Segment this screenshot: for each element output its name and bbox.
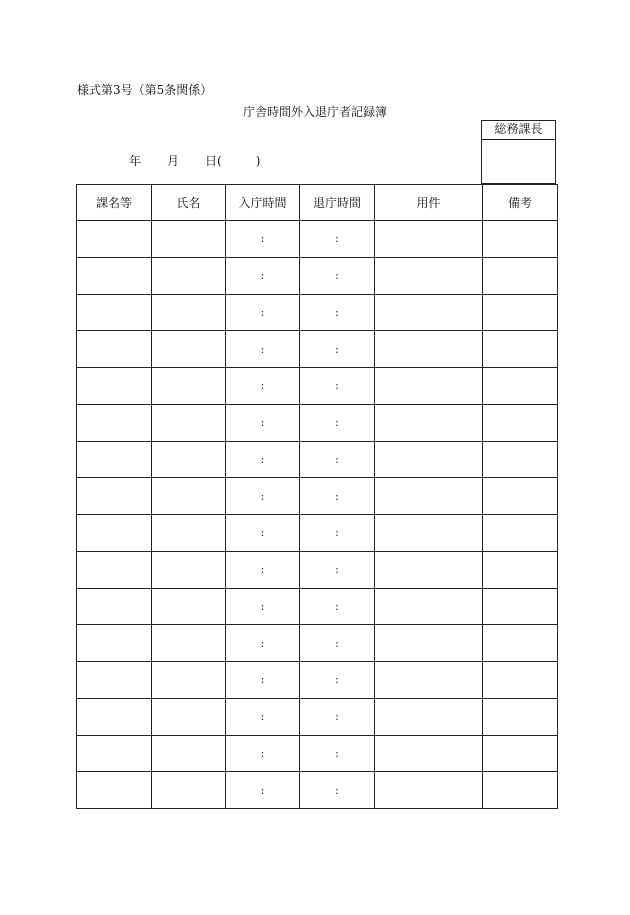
exit-time-cell[interactable]: : <box>300 735 375 772</box>
entry-time-cell[interactable]: : <box>226 551 300 588</box>
purpose-cell[interactable] <box>375 221 483 258</box>
exit-time-cell[interactable]: : <box>300 478 375 515</box>
remarks-cell[interactable] <box>483 698 558 735</box>
table-row <box>77 368 558 405</box>
entry-time-cell[interactable]: : <box>226 515 300 552</box>
purpose-cell[interactable] <box>375 294 483 331</box>
approval-stamp-field[interactable] <box>482 140 555 185</box>
purpose-cell[interactable] <box>375 735 483 772</box>
form-number: 様式第3号（第5条関係） <box>77 83 213 97</box>
purpose-cell[interactable] <box>375 698 483 735</box>
exit-time-cell[interactable]: : <box>300 221 375 258</box>
remarks-cell[interactable] <box>483 588 558 625</box>
remarks-cell[interactable] <box>483 551 558 588</box>
remarks-cell[interactable] <box>483 221 558 258</box>
entry-time-cell[interactable]: : <box>226 662 300 699</box>
name-cell[interactable] <box>152 441 226 478</box>
approval-label: 総務課長 <box>482 121 555 140</box>
name-cell[interactable] <box>152 257 226 294</box>
exit-time-cell[interactable]: : <box>300 368 375 405</box>
exit-time-cell[interactable]: : <box>300 331 375 368</box>
dept-cell[interactable] <box>77 478 152 515</box>
date-weekday-close: ) <box>255 154 261 168</box>
dept-cell[interactable] <box>77 294 152 331</box>
dept-cell[interactable] <box>77 221 152 258</box>
name-cell[interactable] <box>152 588 226 625</box>
remarks-cell[interactable] <box>483 331 558 368</box>
name-cell[interactable] <box>152 515 226 552</box>
date-day-label: 日 <box>205 154 218 168</box>
remarks-cell[interactable] <box>483 625 558 662</box>
entry-time-cell[interactable]: : <box>226 294 300 331</box>
purpose-cell[interactable] <box>375 772 483 809</box>
remarks-cell[interactable] <box>483 294 558 331</box>
exit-time-cell[interactable]: : <box>300 698 375 735</box>
name-cell[interactable] <box>152 662 226 699</box>
purpose-cell[interactable] <box>375 368 483 405</box>
name-cell[interactable] <box>152 368 226 405</box>
approval-box <box>481 120 556 184</box>
dept-cell[interactable] <box>77 404 152 441</box>
purpose-cell[interactable] <box>375 551 483 588</box>
dept-cell[interactable] <box>77 662 152 699</box>
exit-time-cell[interactable]: : <box>300 551 375 588</box>
header-purpose: 用件 <box>375 185 483 221</box>
exit-time-cell[interactable]: : <box>300 662 375 699</box>
exit-time-cell[interactable]: : <box>300 257 375 294</box>
entry-time-cell[interactable]: : <box>226 368 300 405</box>
dept-cell[interactable] <box>77 625 152 662</box>
date-line <box>129 153 260 169</box>
date-month-label: 月 <box>167 154 180 168</box>
entry-time-cell[interactable]: : <box>226 588 300 625</box>
table-row <box>77 221 558 258</box>
table-row <box>77 257 558 294</box>
entry-time-cell[interactable]: : <box>226 478 300 515</box>
entry-time-cell[interactable]: : <box>226 698 300 735</box>
page-title: 庁舎時間外入退庁者記録簿 <box>242 105 387 119</box>
header-exit-time: 退庁時間 <box>300 185 375 221</box>
entry-time-cell[interactable]: : <box>226 404 300 441</box>
purpose-cell[interactable] <box>375 515 483 552</box>
table-row <box>77 662 558 699</box>
purpose-cell[interactable] <box>375 662 483 699</box>
exit-time-cell[interactable]: : <box>300 588 375 625</box>
dept-cell[interactable] <box>77 698 152 735</box>
header-name: 氏名 <box>152 185 226 221</box>
table-row <box>77 588 558 625</box>
dept-cell[interactable] <box>77 257 152 294</box>
name-cell[interactable] <box>152 735 226 772</box>
remarks-cell[interactable] <box>483 662 558 699</box>
name-cell[interactable] <box>152 221 226 258</box>
dept-cell[interactable] <box>77 588 152 625</box>
table-body <box>77 221 558 809</box>
date-year-label: 年 <box>129 154 142 168</box>
dept-cell[interactable] <box>77 441 152 478</box>
table-row <box>77 404 558 441</box>
remarks-cell[interactable] <box>483 368 558 405</box>
exit-time-cell[interactable]: : <box>300 772 375 809</box>
entry-time-cell[interactable]: : <box>226 772 300 809</box>
entry-time-cell[interactable]: : <box>226 441 300 478</box>
purpose-cell[interactable] <box>375 441 483 478</box>
date-weekday-open: ( <box>217 154 222 168</box>
header-remarks: 備考 <box>483 185 558 221</box>
table-row <box>77 698 558 735</box>
name-cell[interactable] <box>152 551 226 588</box>
purpose-cell[interactable] <box>375 404 483 441</box>
purpose-cell[interactable] <box>375 257 483 294</box>
purpose-cell[interactable] <box>375 478 483 515</box>
table-row <box>77 735 558 772</box>
remarks-cell[interactable] <box>483 515 558 552</box>
dept-cell[interactable] <box>77 515 152 552</box>
entry-time-cell[interactable]: : <box>226 331 300 368</box>
remarks-cell[interactable] <box>483 735 558 772</box>
exit-time-cell[interactable]: : <box>300 441 375 478</box>
remarks-cell[interactable] <box>483 257 558 294</box>
remarks-cell[interactable] <box>483 478 558 515</box>
remarks-cell[interactable] <box>483 441 558 478</box>
table-row <box>77 551 558 588</box>
record-table <box>76 184 558 809</box>
name-cell[interactable] <box>152 331 226 368</box>
dept-cell[interactable] <box>77 735 152 772</box>
entry-time-cell[interactable]: : <box>226 735 300 772</box>
exit-time-cell[interactable]: : <box>300 625 375 662</box>
table-row <box>77 515 558 552</box>
dept-cell[interactable] <box>77 772 152 809</box>
purpose-cell[interactable] <box>375 331 483 368</box>
dept-cell[interactable] <box>77 331 152 368</box>
exit-time-cell[interactable]: : <box>300 515 375 552</box>
name-cell[interactable] <box>152 625 226 662</box>
name-cell[interactable] <box>152 294 226 331</box>
header-entry-time: 入庁時間 <box>226 185 300 221</box>
table-row <box>77 441 558 478</box>
entry-time-cell[interactable]: : <box>226 221 300 258</box>
name-cell[interactable] <box>152 404 226 441</box>
name-cell[interactable] <box>152 698 226 735</box>
purpose-cell[interactable] <box>375 625 483 662</box>
exit-time-cell[interactable]: : <box>300 294 375 331</box>
table-row <box>77 772 558 809</box>
table-row <box>77 625 558 662</box>
table-header-row <box>77 185 558 221</box>
table-row <box>77 294 558 331</box>
remarks-cell[interactable] <box>483 772 558 809</box>
name-cell[interactable] <box>152 478 226 515</box>
dept-cell[interactable] <box>77 368 152 405</box>
exit-time-cell[interactable]: : <box>300 404 375 441</box>
dept-cell[interactable] <box>77 551 152 588</box>
remarks-cell[interactable] <box>483 404 558 441</box>
entry-time-cell[interactable]: : <box>226 257 300 294</box>
header-dept: 課名等 <box>77 185 152 221</box>
table-row <box>77 331 558 368</box>
name-cell[interactable] <box>152 772 226 809</box>
entry-time-cell[interactable]: : <box>226 625 300 662</box>
table-row <box>77 478 558 515</box>
purpose-cell[interactable] <box>375 588 483 625</box>
